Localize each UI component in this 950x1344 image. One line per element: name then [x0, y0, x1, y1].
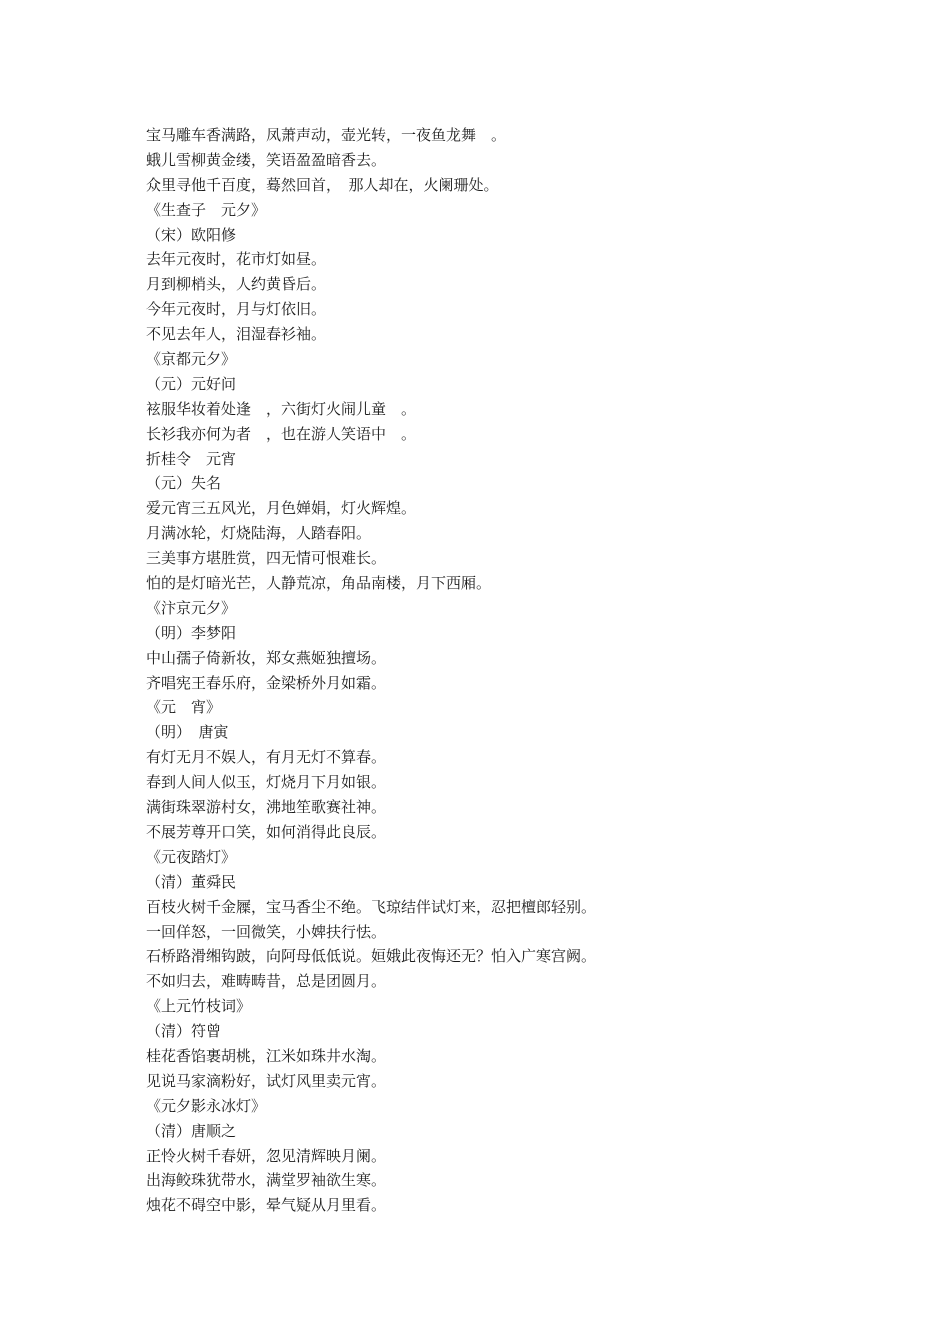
- text-line: 爱元宵三五风光，月色婵娟，灯火辉煌。: [146, 499, 417, 518]
- text-line: （清）董舜民: [146, 872, 237, 891]
- text-line: （明）李梦阳: [146, 623, 237, 642]
- text-line: 百枝火树千金屧，宝马香尘不绝。飞琼结伴试灯来，忍把檀郎轻别。: [146, 897, 597, 916]
- text-line: 折桂令 元宵: [146, 449, 237, 468]
- text-line: 正怜火树千春妍，忽见清辉映月阑。: [146, 1146, 387, 1165]
- text-line: 月到柳梢头，人约黄昏后。: [146, 275, 327, 294]
- text-line: 出海鲛珠犹带水，满堂罗袖欲生寒。: [146, 1171, 387, 1190]
- text-line: 月满冰轮，灯烧陆海，人踏春阳。: [146, 524, 372, 543]
- text-line: 《上元竹枝词》: [146, 997, 252, 1016]
- text-line: 三美事方堪胜赏，四无情可恨难长。: [146, 549, 387, 568]
- text-line: 《生查子 元夕》: [146, 200, 267, 219]
- text-line: 不如归去，难畴畴昔，总是团圆月。: [146, 972, 387, 991]
- text-line: （清）符曾: [146, 1022, 222, 1041]
- text-line: 桂花香馅裹胡桃，江米如珠井水淘。: [146, 1046, 387, 1065]
- text-line: 《元夜踏灯》: [146, 847, 237, 866]
- text-line: 不见去年人，泪湿春衫袖。: [146, 325, 327, 344]
- text-line: 春到人间人似玉，灯烧月下月如银。: [146, 773, 387, 792]
- text-line: （宋）欧阳修: [146, 225, 237, 244]
- text-line: 今年元夜时，月与灯依旧。: [146, 300, 327, 319]
- text-line: （明） 唐寅: [146, 723, 229, 742]
- text-line: 怕的是灯暗光芒，人静荒凉，角品南楼，月下西厢。: [146, 574, 492, 593]
- text-line: 石桥路滑缃钩跛，向阿母低低说。姮娥此夜悔还无？怕入广寒宫阙。: [146, 947, 597, 966]
- text-line: 长衫我亦何为者 ，也在游人笑语中 。: [146, 424, 417, 443]
- text-line: 《元夕影永冰灯》: [146, 1096, 267, 1115]
- text-line: 见说马家滴粉好，试灯风里卖元宵。: [146, 1071, 387, 1090]
- text-line: 《汴京元夕》: [146, 598, 237, 617]
- text-line: （元）失名: [146, 474, 222, 493]
- text-line: 中山孺子倚新妆，郑女燕姬独擅场。: [146, 648, 387, 667]
- text-line: 齐唱宪王春乐府，金梁桥外月如霜。: [146, 673, 387, 692]
- text-line: 蛾儿雪柳黄金缕，笑语盈盈暗香去。: [146, 150, 387, 169]
- text-line: 众里寻他千百度，蓦然回首， 那人却在，火阑珊处。: [146, 175, 499, 194]
- text-line: 袨服华妆着处逢 ，六街灯火闹儿童 。: [146, 399, 417, 418]
- text-line: 《京都元夕》: [146, 350, 237, 369]
- text-line: 烛花不碍空中影，晕气疑从月里看。: [146, 1196, 387, 1215]
- text-line: 一回佯怒，一回微笑，小婢扶行怯。: [146, 922, 387, 941]
- text-line: （元）元好问: [146, 374, 237, 393]
- text-line: 宝马雕车香满路，凤萧声动，壶光转，一夜鱼龙舞 。: [146, 126, 507, 144]
- poem-text-block: [146, 123, 906, 1218]
- text-line: 《元 宵》: [146, 698, 222, 717]
- text-line: （清）唐顺之: [146, 1121, 237, 1140]
- text-line: 有灯无月不娱人，有月无灯不算春。: [146, 748, 387, 767]
- text-line: 满街珠翠游村女，沸地笙歌赛社神。: [146, 798, 387, 817]
- text-line: 不展芳尊开口笑，如何消得此良辰。: [146, 822, 387, 841]
- text-line: 去年元夜时，花市灯如昼。: [146, 250, 327, 269]
